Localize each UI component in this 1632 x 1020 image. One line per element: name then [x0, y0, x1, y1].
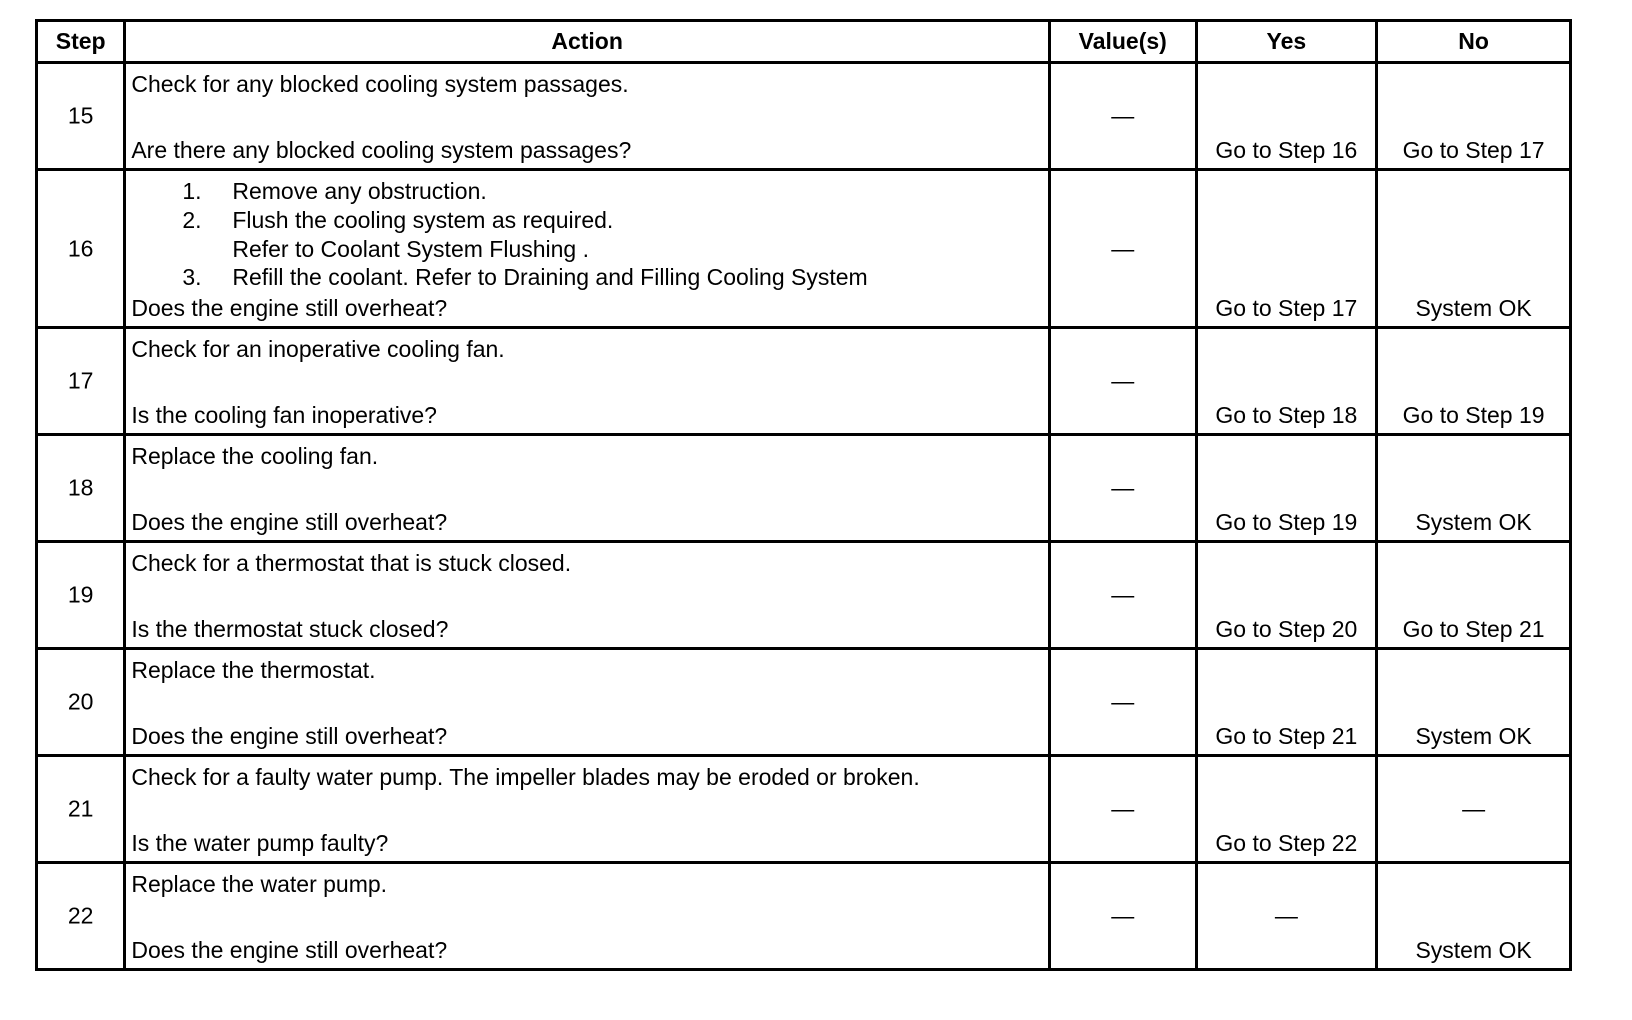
no-cell — [1377, 435, 1571, 542]
table-row — [37, 63, 1571, 170]
values-text: — — [1111, 902, 1135, 929]
header-action: Action — [125, 21, 1050, 63]
action-cell — [125, 863, 1050, 970]
yes-text: Go to Step 22 — [1215, 830, 1358, 856]
step-number: 17 — [67, 367, 94, 394]
table-row — [37, 170, 1571, 328]
no-text: System OK — [1415, 937, 1532, 963]
yes-cell — [1196, 328, 1377, 435]
step-number: 19 — [67, 581, 94, 608]
yes-text: Go to Step 18 — [1215, 402, 1358, 428]
yes-text: Go to Step 16 — [1215, 137, 1358, 163]
action-question: Is the cooling fan inoperative? — [131, 402, 437, 428]
action-question: Does the engine still overheat? — [131, 937, 448, 963]
action-cell — [125, 649, 1050, 756]
step-cell — [37, 542, 125, 649]
step-cell — [37, 649, 125, 756]
table-row — [37, 756, 1571, 863]
action-text: Replace the cooling fan. — [131, 443, 379, 469]
no-cell — [1377, 542, 1571, 649]
table-row — [37, 542, 1571, 649]
yes-text: Go to Step 21 — [1215, 723, 1358, 749]
list-text: Refer to Coolant System Flushing . — [232, 236, 590, 262]
action-question: Does the engine still overheat? — [131, 295, 448, 321]
action-question: Is the thermostat stuck closed? — [131, 616, 449, 642]
yes-cell — [1196, 435, 1377, 542]
step-cell — [37, 328, 125, 435]
table-row — [37, 435, 1571, 542]
values-text: — — [1111, 688, 1135, 715]
yes-text: — — [1274, 902, 1298, 929]
values-text: — — [1111, 235, 1135, 261]
header-yes: Yes — [1196, 21, 1377, 63]
action-text: Check for any blocked cooling system passages. — [131, 71, 629, 97]
yes-text: Go to Step 19 — [1215, 509, 1358, 535]
no-text: Go to Step 21 — [1402, 616, 1545, 642]
step-number: 20 — [67, 688, 94, 715]
yes-cell — [1196, 170, 1377, 328]
yes-text: Go to Step 17 — [1215, 295, 1358, 321]
table-row — [37, 328, 1571, 435]
no-cell — [1377, 863, 1571, 970]
no-text: System OK — [1415, 509, 1532, 535]
yes-cell — [1196, 756, 1377, 863]
values-cell — [1049, 863, 1196, 970]
no-text: System OK — [1415, 295, 1532, 321]
header-row — [37, 21, 1571, 63]
no-cell — [1377, 756, 1571, 863]
header-step: Step — [37, 21, 125, 63]
values-text: — — [1111, 795, 1135, 822]
step-number: 15 — [67, 102, 94, 129]
header-values: Value(s) — [1049, 21, 1196, 63]
no-text: — — [1462, 795, 1486, 822]
step-number: 18 — [67, 474, 94, 501]
values-text: — — [1111, 474, 1135, 501]
action-question: Are there any blocked cooling system passages? — [131, 137, 632, 163]
values-cell — [1049, 542, 1196, 649]
list-number: 1. — [182, 178, 202, 204]
no-text: System OK — [1415, 723, 1532, 749]
action-question: Does the engine still overheat? — [131, 509, 448, 535]
action-cell — [125, 435, 1050, 542]
values-cell — [1049, 756, 1196, 863]
yes-cell — [1196, 63, 1377, 170]
action-text: Check for a faulty water pump. The impeller blades may be eroded or broken. — [131, 764, 920, 790]
action-question: Is the water pump faulty? — [131, 830, 389, 856]
step-cell — [37, 63, 125, 170]
table-row — [37, 863, 1571, 970]
no-cell — [1377, 328, 1571, 435]
header-no: No — [1377, 21, 1571, 63]
yes-cell — [1196, 863, 1377, 970]
no-cell — [1377, 63, 1571, 170]
yes-text: Go to Step 20 — [1215, 616, 1358, 642]
step-cell — [37, 756, 125, 863]
values-cell — [1049, 63, 1196, 170]
step-cell — [37, 863, 125, 970]
no-cell — [1377, 170, 1571, 328]
values-cell — [1049, 649, 1196, 756]
values-text: — — [1111, 367, 1135, 394]
action-text: Check for an inoperative cooling fan. — [131, 336, 505, 362]
step-cell — [37, 170, 125, 328]
action-question: Does the engine still overheat? — [131, 723, 448, 749]
action-cell — [125, 170, 1050, 328]
step-number: 22 — [67, 902, 94, 929]
values-text: — — [1111, 581, 1135, 608]
yes-cell — [1196, 649, 1377, 756]
table-row — [37, 649, 1571, 756]
list-number: 3. — [182, 264, 202, 290]
yes-cell — [1196, 542, 1377, 649]
no-text: Go to Step 19 — [1402, 402, 1545, 428]
list-text: Flush the cooling system as required. — [232, 207, 614, 233]
list-text: Remove any obstruction. — [232, 178, 487, 204]
list-number: 2. — [182, 207, 202, 233]
action-cell — [125, 328, 1050, 435]
action-cell — [125, 756, 1050, 863]
diagnostic-table — [35, 19, 1572, 971]
action-cell — [125, 542, 1050, 649]
action-text: Replace the water pump. — [131, 871, 388, 897]
action-cell — [125, 63, 1050, 170]
values-cell — [1049, 170, 1196, 328]
action-text: Replace the thermostat. — [131, 657, 376, 683]
action-text: Check for a thermostat that is stuck closed. — [131, 550, 572, 576]
step-number: 21 — [67, 795, 94, 822]
values-cell — [1049, 435, 1196, 542]
list-text: Refill the coolant. Refer to Draining and Filling Cooling System — [232, 264, 868, 290]
no-text: Go to Step 17 — [1402, 137, 1545, 163]
values-text: — — [1111, 102, 1135, 129]
step-cell — [37, 435, 125, 542]
no-cell — [1377, 649, 1571, 756]
values-cell — [1049, 328, 1196, 435]
step-number: 16 — [67, 235, 94, 261]
